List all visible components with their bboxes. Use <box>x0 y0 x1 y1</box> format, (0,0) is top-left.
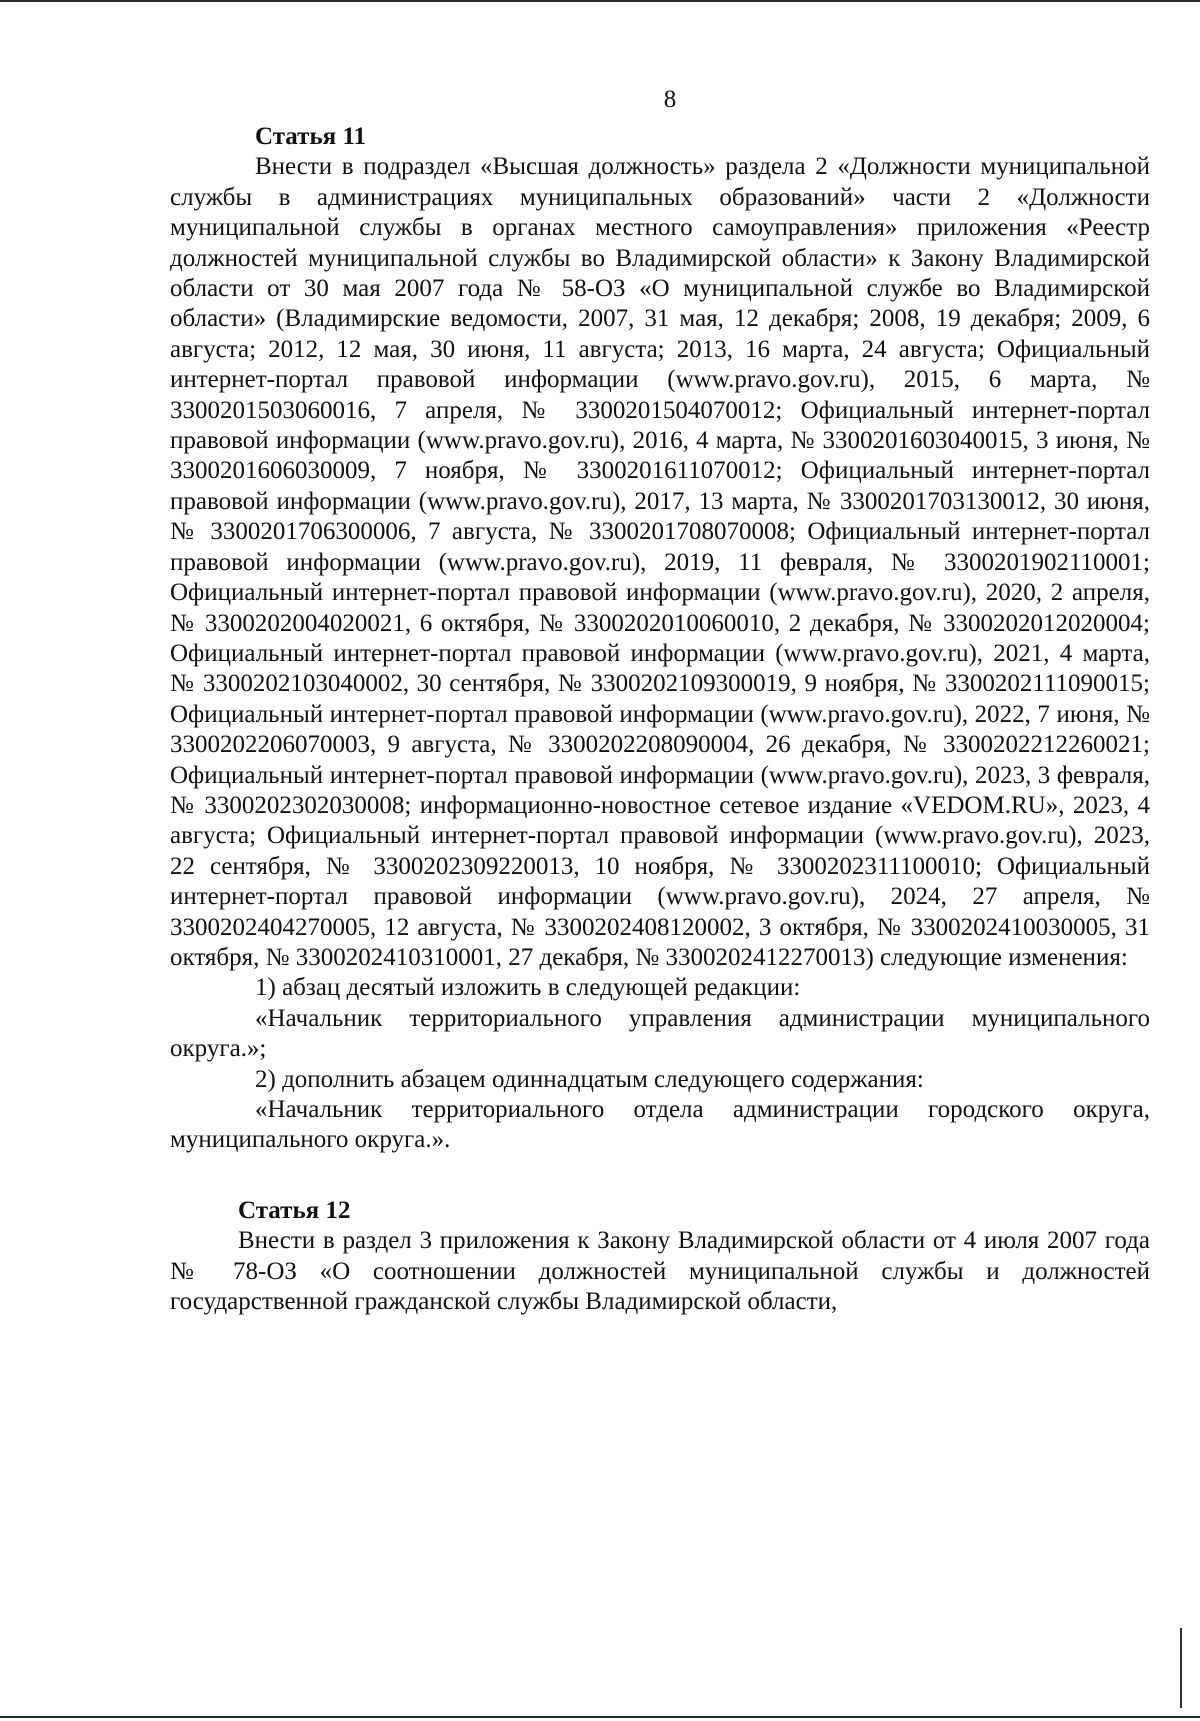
article-11-body: Внести в подраздел «Высшая должность» раздела 2 «Должности муниципальной службы в администрациях муниципальных образований» части 2 «Должности муниципальной службы в органах местного самоуправления» приложения «Реестр должностей муниципальной службы во Владимирской области» к Закону Владимирской области от 30 мая 2007 года № 58-ОЗ «О муниципальной службе во Владимирской области» (Владимирские ведомости, 2007, 31 мая, 12 декабря; 2008, 19 декабря; 2009, 6 августа; 2012, 12 мая, 30 июня, 11 августа; 2013, 16 марта, 24 августа; Официальный интернет-портал правовой информации (www.pravo.gov.ru), 2015, 6 марта, № 3300201503060016, 7 апреля, № 3300201504070012; Официальный интернет-портал правовой информации (www.pravo.gov.ru), 2016, 4 марта, № 3300201603040015, 3 июня, № 3300201606030009, 7 ноября, № 3300201611070012; Официальный интернет-портал правовой информации (www.pravo.gov.ru), 2017, 13 марта, № 3300201703130012, 30 июня, № 3300201706300006, 7 августа, № 3300201708070008; Официальный интернет-портал правовой информации (www.pravo.gov.ru), 2019, 11 февраля, № 3300201902110001; Официальный интернет-портал правовой информации (www.pravo.gov.ru), 2020, 2 апреля, № 3300202004020021, 6 октября, № 3300202010060010, 2 декабря, № 3300202012020004; Официальный интернет-портал правовой информации (www.pravo.gov.ru), 2021, 4 марта, № 3300202103040002, 30 сентября, № 3300202109300019, 9 ноября, № 3300202111090015; Официальный интернет-портал правовой информации (www.pravo.gov.ru), 2022, 7 июня, № 3300202206070003, 9 августа, № 3300202208090004, 26 декабря, № 3300202212260021; Официальный интернет-портал правовой информации (www.pravo.gov.ru), 2023, 3 февраля, № 3300202302030008; информационно-новостное сетевое издание «VEDOM.RU», 2023, 4 августа; Официальный интернет-портал правовой информации (www.pravo.gov.ru), 2023, 22 сентября, № 3300202309220013, 10 ноября, № 3300202311100010; Официальный интернет-портал правовой информации (www.pravo.gov.ru), 2024, 27 апреля, № 3300202404270005, 12 августа, № 3300202408120002, 3 октября, № 3300202410030005, 31 октября, № 3300202410310001, 27 декабря, № 3300202412270013) следующие изменения: <box>170 153 1150 971</box>
article-11-item-1: 1) абзац десятый изложить в следующей редакции: <box>255 974 801 1002</box>
bottom-scan-edge <box>0 1716 1200 1718</box>
article-12-heading: Статья 12 <box>238 1196 351 1224</box>
article-11-item-2: 2) дополнить абзацем одиннадцатым следующего содержания: <box>255 1065 924 1093</box>
scan-margin-mark <box>1180 1628 1182 1708</box>
article-11-item-2-text: «Начальник территориального отдела администрации городского округа, муниципального округа.». <box>170 1096 1150 1154</box>
top-scan-edge <box>0 0 1200 2</box>
article-11-heading: Статья 11 <box>255 123 367 150</box>
document-body <box>170 122 1150 1317</box>
article-12-body: Внести в раздел 3 приложения к Закону Владимирской области от 4 июля 2007 года № 78-ОЗ «О соотношении должностей муниципальной службы и должностей государственной гражданской службы Владимирской области, <box>170 1227 1150 1316</box>
article-11-item-1-text: «Начальник территориального управления администрации муниципального округа.»; <box>170 1004 1150 1063</box>
page-number: 8 <box>663 86 677 113</box>
